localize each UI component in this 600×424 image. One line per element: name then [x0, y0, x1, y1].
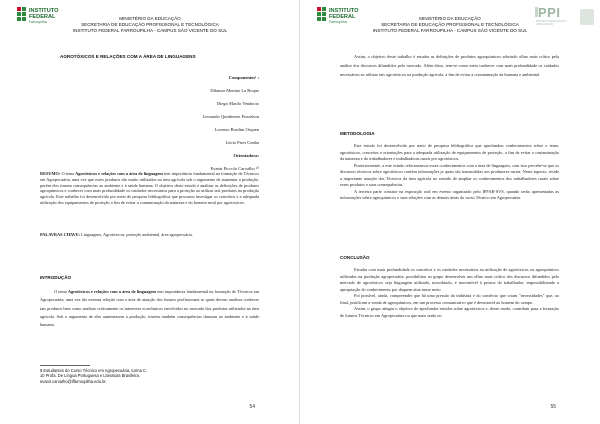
author-name: Lúcio Pires Cunha: [225, 140, 259, 145]
page-header: [50, 16, 250, 34]
logo-square: [322, 12, 326, 16]
secondary-logo: [580, 9, 594, 25]
header-line-2: SECRETARIA DE EDUCAÇÃO PROFISSIONAL E TECNOLÓGICA: [81, 22, 219, 27]
conclusion-section: [340, 267, 559, 319]
author-name: Lorenzo Bordim Orquen: [214, 127, 259, 132]
logo-square: [317, 17, 321, 21]
article-title: AGROTÓXICOS E RELAÇÕES COM A ÁREA DE LINGUAGENS: [60, 54, 196, 59]
footnote-email: evanir.carvalho@iffarroupilha.edu.br.: [40, 378, 107, 384]
header-line-1: MINISTÉRIO DA EDUCAÇÃO: [119, 16, 181, 21]
components-label: Componentes¹ :: [228, 75, 259, 80]
ppi-logo: [534, 5, 594, 33]
intro-paragraph: [40, 288, 259, 329]
ppi-subtitle: PROJETO PEDAGÓGICO INTEGRADOR: [536, 20, 567, 26]
methodology-heading: METODOLOGIA: [340, 131, 375, 136]
keywords: [40, 232, 259, 239]
logo-subtext: Farroupilha: [329, 20, 347, 24]
intro-topic: Agrotóxicos e relações com a área de linguagem: [67, 289, 156, 294]
logo-text: INSTITUTO FEDERAL: [29, 8, 59, 20]
author-name: Leonardo Quinhones Pozzebon: [202, 114, 259, 119]
conclusion-paragraph: Estudar com mais profundidade os conceitos e os cuidados necessários na utilização de agrotóxicos ou agroquímicos utilizados na produção agropecuária, possibilitou ao grupo desenvolver um olhar mais crítico dos discursos difundidos pelo mercado de agrotóxicos seja linguagem utilizada, nossobtudo, é inocentível à pessoa do trabalhador, impossibilitando a apropriação do conhecimento por daquem atua nesse meio.: [340, 267, 559, 292]
logo-square: [22, 17, 26, 21]
intro-pre: O tema: [54, 289, 67, 294]
page-header: [350, 16, 550, 34]
abstract-pre: O tema: [61, 171, 75, 176]
logo-square: [17, 17, 21, 21]
logo-square: [17, 12, 21, 16]
right-page: [300, 0, 600, 424]
conclusion-heading: CONCLUSÃO: [340, 255, 370, 260]
author-name: Diego Marilo Venâncio: [216, 101, 259, 106]
intro-text: tem importância fundamental na formação de Técnicos em Agropecuária, uma vez tão extensa relação com a área de atuação dos futuros profissionais se quais devem analisar conhecer tais produtos bem como analisar criticamente os interesses econômicos envolvidos no mercado dos produtos utilizados na área agrícola. Sob o argumento de eles aumentarem a produção, trazem também consequências danosas ao ambiente e à saúde humana.: [40, 289, 260, 328]
abstract-topic: Agrotóxicos e relações com a área de linguagem: [75, 171, 163, 176]
advisor-label: Orientadora:: [233, 153, 259, 158]
header-line-1: MINISTÉRIO DA EDUCAÇÃO: [419, 16, 481, 21]
methodology-section: [340, 143, 559, 202]
logo-square: [322, 7, 326, 11]
header-line-3: INSTITUTO FEDERAL FARROUPILHA - CAMPUS SÃO VICENTE DO SUL: [372, 28, 528, 33]
conclusion-paragraph: Assim, o grupo atingiu o objetivo de aprofundar estudos sobre agrotóxicos e, desse modo, contribuir para a formação de futuros Técnicos em Agropecuária ou que mais serão no: [340, 306, 559, 318]
intro-continuation: Assim, o objetivo deste trabalho é estudar as definições de produtos agroquímicos sobrtudo olhar mais crítico pela análise dos discursos difundidos pelo mercado. Além disso, tem-se como meta conhecer com mais profundidade os cuidados necessários ao utilizar tais agrotóxicos na produção agrícola, a fim de evitar a contaminação da humana e ambiental.: [340, 54, 559, 77]
logo-square: [322, 17, 326, 21]
footnote-1: 9 Estudantes do Curso Técnico em Agropecuária, turma C.: [40, 368, 148, 373]
abstract-text: tem importância fundamental na formação de Técnicos em Agropecuária, uma vez que esses produtos são muito utilizados na área agrícola sob o argumento de aumentar a produção, porém eles trazem consequências ao ambiente e à saúde humana. O objetivo deste estudo é analisar as definições de produtos agroquímicos e conhecer com mais profundidade os cuidados necessários para a proteção ao utilizar tais produtos na produção agrícola. Este trabalho foi desenvolvido por meio de pesquisa bibliográfica que procurou investigar os conceitos e a adequada utilização dos equipamentos de proteção a fim de evitar a contaminação da natureza e do homem rural por agrotóxicos.: [40, 171, 260, 205]
abstract: [40, 171, 259, 206]
ppi-mark: PPI: [538, 5, 561, 20]
methodology-paragraph: Este estudo foi desenvolvido por meio de pesquisa bibliográfica que aprofundou conhecimentos sobre o tema, agrotóxicos, conceitos e orientações para a adequada utilização de equipamentos de proteção, a fim de evitar a contaminação da natureza e do trabalhadores e trabalhadoras rurais por agrotóxicos.: [340, 143, 559, 161]
author-name: Dilamar Menino La Roque: [210, 88, 259, 93]
logo-square-red: [317, 7, 321, 11]
authors-block: [203, 71, 260, 175]
header-line-2: SECRETARIA DE EDUCAÇÃO PROFISSIONAL E TECNOLÓGICA: [381, 22, 519, 27]
abstract-label: RESUMO:: [40, 171, 61, 176]
logo-square-red: [17, 7, 21, 11]
methodology-paragraph: Posteriormente, a este estudo relacionamos esses conhecimentos com a área de linguagem, com isso percebe-se que os discursos técnicos sobre agrotóxicos contém informações ja quais são transmitidas aos produtores rurais. Neste aspecto, reside a importante atuação dos Técnicos da área agrícola no sentido de ampliar os conhecimentos dos trabalhadores rurais sobre esses produtos e suas consequências.: [340, 162, 559, 187]
footnote-2: 10 Profa. De Língua Portuguesa e Literatura Brasileira.: [40, 373, 140, 379]
logo-square: [22, 7, 26, 11]
conclusion-paragraph: Foi possível, ainda, compreender que há uma pressão da indústria e do comércio que criam "necessidades" que, ao final, justificam a venda de agroquímicos, em um processo comunicativo que é devastavel ao homem do campo.: [340, 293, 559, 305]
keywords-text: Linguagens, Agrotóxicos, proteção ambiental, área agropecuária.: [81, 232, 193, 237]
logo-subtext: Farroupilha: [29, 20, 47, 24]
intro-heading: INTRODUÇÃO: [40, 275, 72, 280]
logo-square: [317, 12, 321, 16]
logo-square: [22, 12, 26, 16]
footnote-divider: [40, 365, 90, 366]
footnotes: [40, 368, 259, 384]
header-line-3: INSTITUTO FEDERAL FARROUPILHA - CAMPUS SÃO VICENTE DO SUL: [72, 28, 228, 33]
page-number: 54: [249, 404, 255, 410]
advisor-name: Evanir Piccolo Carvalho ¹⁰: [210, 166, 259, 171]
methodology-paragraph: A terceira parte consiste na exposição oral em evento organizado pelo IFFAR-SVS, quando serão apresentadas as informações sobre agroquímicos e suas relações com as demais áreas do curso Técnico em Agropecuária.: [340, 188, 559, 200]
page-number: 55: [550, 404, 556, 410]
logo-text: INSTITUTO FEDERAL: [329, 8, 359, 20]
keywords-label: PALAVRAS CHAVE:: [40, 232, 80, 237]
